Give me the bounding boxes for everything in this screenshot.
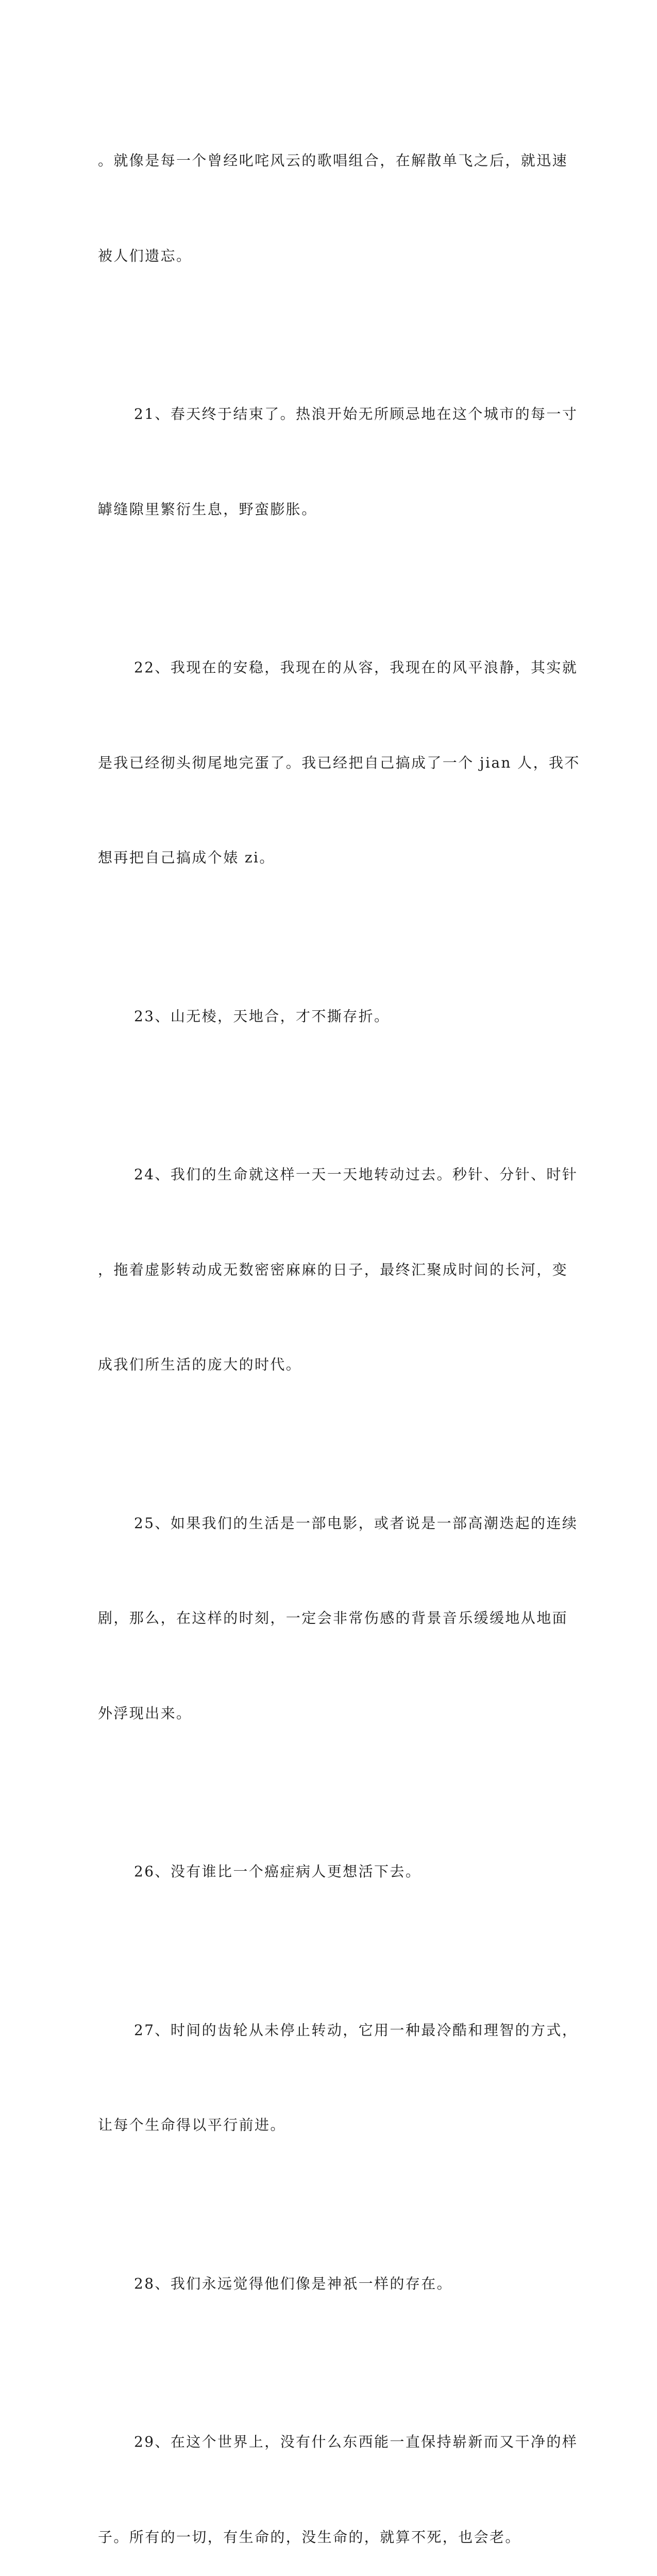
paragraph-line: 被人们遗忘。 [98,247,192,264]
paragraph-20-continued [98,81,568,335]
paragraph-29 [98,2363,578,2576]
paragraph-21 [98,335,578,588]
paragraph-line: 外浮现出来。 [98,1704,192,1722]
paragraph-line: 。就像是每一个曾经叱咤风云的歌唱组合，在解散单飞之后，就迅速 [98,152,568,169]
paragraph-27 [98,1951,578,2205]
paragraph-line: 剧，那么，在这样的时刻，一定会非常伤感的背景音乐缓缓地从地面 [98,1609,568,1626]
paragraph-26 [98,1792,551,1951]
paragraph-22 [98,588,580,937]
paragraph-line: 子。所有的一切，有生命的，没生命的，就算不死，也会老。 [98,2528,521,2546]
paragraph-23 [98,937,551,1096]
paragraph-line: 21、春天终于结束了。热浪开始无所顾忌地在这个城市的每一寸 [134,405,578,422]
paragraph-line: 22、我现在的安稳，我现在的从容，我现在的风平浪静，其实就 [134,659,578,676]
paragraph-25 [98,1444,578,1793]
paragraph-28 [98,2205,551,2363]
paragraph-line: 26、没有谁比一个癌症病人更想活下去。 [134,1863,422,1880]
paragraph-line: 让每个生命得以平行前进。 [98,2116,286,2133]
paragraph-line: ，拖着虚影转动成无数密密麻麻的日子，最终汇聚成时间的长河，变 [98,1261,568,1278]
document-body [98,81,580,2576]
paragraph-line: 罅缝隙里繁衍生息，野蛮膨胀。 [98,500,317,518]
paragraph-line: 25、如果我们的生活是一部电影，或者说是一部高潮迭起的连续 [134,1514,578,1532]
paragraph-line: 成我们所生活的庞大的时代。 [98,1356,302,1373]
paragraph-24 [98,1095,578,1444]
paragraph-line: 24、我们的生命就这样一天一天地转动过去。秒针、分针、时针 [134,1166,578,1183]
paragraph-line: 是我已经彻头彻尾地完蛋了。我已经把自己搞成了一个 jian 人，我不 [98,754,580,771]
paragraph-line: 29、在这个世界上，没有什么东西能一直保持崭新而又干净的样 [134,2433,578,2450]
paragraph-line: 想再把自己搞成个婊 zi。 [98,849,275,866]
paragraph-line: 23、山无棱，天地合，才不撕存折。 [134,1007,390,1025]
paragraph-line: 28、我们永远觉得他们像是神祇一样的存在。 [134,2275,453,2292]
paragraph-line: 27、时间的齿轮从未停止转动，它用一种最冷酷和理智的方式， [134,2021,578,2039]
